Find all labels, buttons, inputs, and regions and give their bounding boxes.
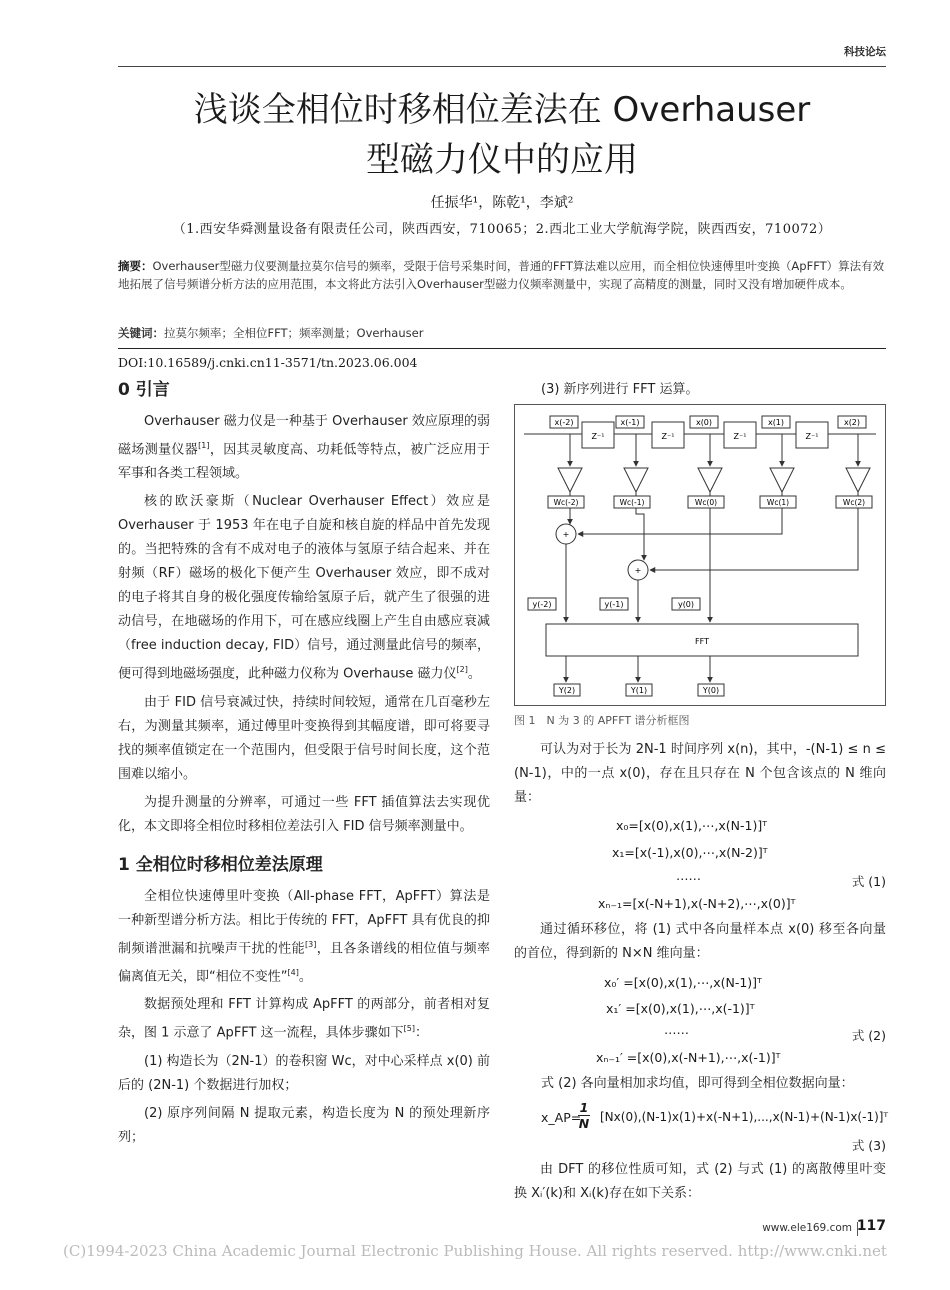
- page-number: 117: [856, 1218, 886, 1234]
- journal-section-label: 科技论坛: [844, 46, 886, 58]
- section-heading-intro: 0 引言: [118, 380, 170, 400]
- eq3-lhs: x_AP=: [541, 1110, 582, 1125]
- doi: DOI:10.16589/j.cnki.cn11-3571/tn.2023.06.004: [118, 355, 418, 370]
- eq1-label: 式 (1): [851, 874, 886, 889]
- footer-site: www.ele169.com: [762, 1222, 852, 1234]
- abstract: [118, 257, 886, 293]
- input-label: x(-2): [554, 418, 574, 427]
- output-label: Y(0): [702, 686, 720, 695]
- delay-label: Z⁻¹: [805, 432, 819, 441]
- input-label: x(0): [695, 418, 713, 427]
- paper-title-line2: 型磁力仪中的应用: [366, 140, 638, 180]
- eq3-rhs: [Nx(0),(N-1)x(1)+x(-N+1),...,x(N-1)+(N-1)x(-1)]ᵀ: [600, 1110, 889, 1124]
- fft-label: FFT: [695, 637, 709, 646]
- eq1-line-a: x₀=[x(0),x(1),⋯,x(N-1)]ᵀ: [616, 818, 768, 833]
- input-label: x(1): [767, 418, 785, 427]
- paragraph: 由于 FID 信号衰减过快，持续时间较短，通常在几百毫秒左右，为测量其频率，通过傅里叶变换得到其幅度谱，即可将要寻找的频率值锁定在一个范围内，但受限于信号时间长度，这个范围难以缩小。: [118, 694, 490, 782]
- weight-label: Wc(0): [694, 498, 718, 507]
- step-3: (3) 新序列进行 FFT 运算。: [541, 382, 699, 397]
- step-1: (1) 构造长为（2N-1）的卷积窗 Wc，对中心采样点 x(0) 前后的 (2N-1) 个数据进行加权；: [118, 1053, 491, 1093]
- delay-label: Z⁻¹: [733, 432, 747, 441]
- adder-label: +: [634, 566, 642, 575]
- output-label: Y(1): [630, 686, 648, 695]
- weight-label: Wc(1): [766, 498, 790, 507]
- paragraph: 数据预处理和 FFT 计算构成 ApFFT 的两部分，前者相对复杂，图 1 示意了 ApFFT 这一流程，具体步骤如下[5]：: [118, 997, 490, 1041]
- paragraph: 可认为对于长为 2N-1 时间序列 x(n)，其中，-(N-1) ≤ n ≤ (N-1)，中的一点 x(0)，存在且只存在 N 个包含该点的 N 维向量：: [514, 742, 886, 805]
- paragraph-dft: 由 DFT 的移位性质可知，式 (2) 与式 (1) 的离散傅里叶变换 Xᵢ′(k)和 Xᵢ(k)存在如下关系：: [514, 1162, 886, 1201]
- weight-label: Wc(-1): [619, 498, 645, 507]
- delay-label: Z⁻¹: [661, 432, 675, 441]
- y-label: y(0): [677, 600, 695, 609]
- eq2-line-a: x₀′ =[x(0),x(1),⋯,x(N-1)]ᵀ: [604, 975, 762, 990]
- section-heading-principle: 1 全相位时移相位差法原理: [118, 854, 323, 875]
- abstract-rule: [118, 348, 886, 349]
- right-column: [514, 738, 886, 810]
- paragraph-shift: 通过循环移位，将 (1) 式中各向量样本点 x(0) 移至各向量的首位，得到新的 N×N 维向量：: [514, 922, 886, 961]
- input-label: x(2): [843, 418, 861, 427]
- paragraph: Overhauser 磁力仪是一种基于 Overhauser 效应原理的弱磁场测量仪器[1]，因其灵敏度高、功耗低等特点，被广泛应用于军事和各类工程领域。: [118, 414, 490, 482]
- eq2-line-b: x₁′ =[x(0),x(1),⋯,x(-1)]ᵀ: [606, 1001, 755, 1016]
- eq2-line-c: xₙ₋₁′ =[x(0),x(-N+1),⋯,x(-1)]ᵀ: [596, 1050, 781, 1065]
- paragraph: 为提升测量的分辨率，可通过一些 FFT 插值算法去实现优化，本文即将全相位时移相位差法引入 FID 信号频率测量中。: [118, 794, 490, 834]
- apfft-block-diagram: [514, 404, 886, 706]
- step-2: (2) 原序列间隔 N 提取元素，构造长度为 N 的预处理新序列；: [118, 1105, 490, 1145]
- y-label: y(-2): [532, 600, 552, 609]
- eq3-label: 式 (3): [851, 1138, 886, 1153]
- output-label: Y(2): [558, 686, 576, 695]
- abstract-text: Overhauser型磁力仪要测量拉莫尔信号的频率，受限于信号采集时间，普通的FFT算法难以应用，而全相位快速傅里叶变换（ApFFT）算法有效地拓展了信号频谱分析方法的应用范围，本文将此方法引入Overhauser型磁力仪频率测量中，实现了高精度的测量，同时又没有增加硬件成本。: [118, 259, 885, 291]
- eq1-line-c: xₙ₋₁=[x(-N+1),x(-N+2),⋯,x(0)]ᵀ: [598, 896, 796, 911]
- eq1-line-b: x₁=[x(-1),x(0),⋯,x(N-2)]ᵀ: [612, 845, 768, 860]
- keywords: [118, 325, 886, 341]
- eq1-dots: ……: [676, 868, 701, 883]
- delay-label: Z⁻¹: [591, 432, 605, 441]
- paper-title-line1: 浅谈全相位时移相位差法在 Overhauser: [193, 90, 811, 130]
- paragraph-mean: 式 (2) 各向量相加求均值，即可得到全相位数据向量：: [541, 1076, 854, 1091]
- weight-label: Wc(2): [842, 498, 866, 507]
- input-label: x(-1): [620, 418, 640, 427]
- authors: 任振华¹，陈乾¹，李斌²: [430, 195, 574, 211]
- affiliations: （1.西安华舜测量设备有限责任公司，陕西西安，710065；2.西北工业大学航海学院，陕西西安，710072）: [172, 222, 832, 237]
- adder-label: +: [562, 530, 570, 539]
- figure-caption: 图 1 N 为 3 的 APFFT 谱分析框图: [514, 714, 690, 727]
- eq2-dots: ……: [664, 1022, 689, 1037]
- left-column: [118, 378, 490, 1150]
- paragraph: 核的欧沃豪斯（Nuclear Overhauser Effect）效应是Overhauser 于 1953 年在电子自旋和核自旋的样品中首先发现的。当把特殊的含有不成对电子的液体与氢原子结合起来、并在射频（RF）磁场的极化下便产生 Overhauser 效应，即不成对的电子将其自身的极化强度传输给氢原子后，就产生了很强的进动信号，在地磁场的作用下，可在感应线圈上产生自由感应衰减（free induction decay, FID）信号，通过测量此信号的频率，便可得到地磁场强度，此种磁力仪称为 Overhause 磁力仪[2]。: [118, 494, 490, 682]
- y-label: y(-1): [604, 600, 624, 609]
- header-rule: [118, 66, 886, 67]
- eq2-label: 式 (2): [851, 1028, 886, 1043]
- abstract-label: 摘要：: [118, 259, 153, 273]
- paragraph: 全相位快速傅里叶变换（All-phase FFT，ApFFT）算法是一种新型谱分析方法。相比于传统的 FFT，ApFFT 具有优良的抑制频谱泄漏和抗噪声干扰的性能[3]，且各条谱线的相位值与频率偏离值无关，即“相位不变性”[4]。: [118, 888, 490, 985]
- keywords-label: 关键词：: [118, 326, 164, 340]
- eq3-fraction: 1 N: [578, 1100, 590, 1131]
- weight-label: Wc(-2): [553, 498, 579, 507]
- keywords-text: 拉莫尔频率；全相位FFT；频率测量；Overhauser: [164, 326, 424, 340]
- copyright-watermark: (C)1994-2023 China Academic Journal Electronic Publishing House. All rights reserved. http://www.cnki.net: [63, 1242, 887, 1260]
